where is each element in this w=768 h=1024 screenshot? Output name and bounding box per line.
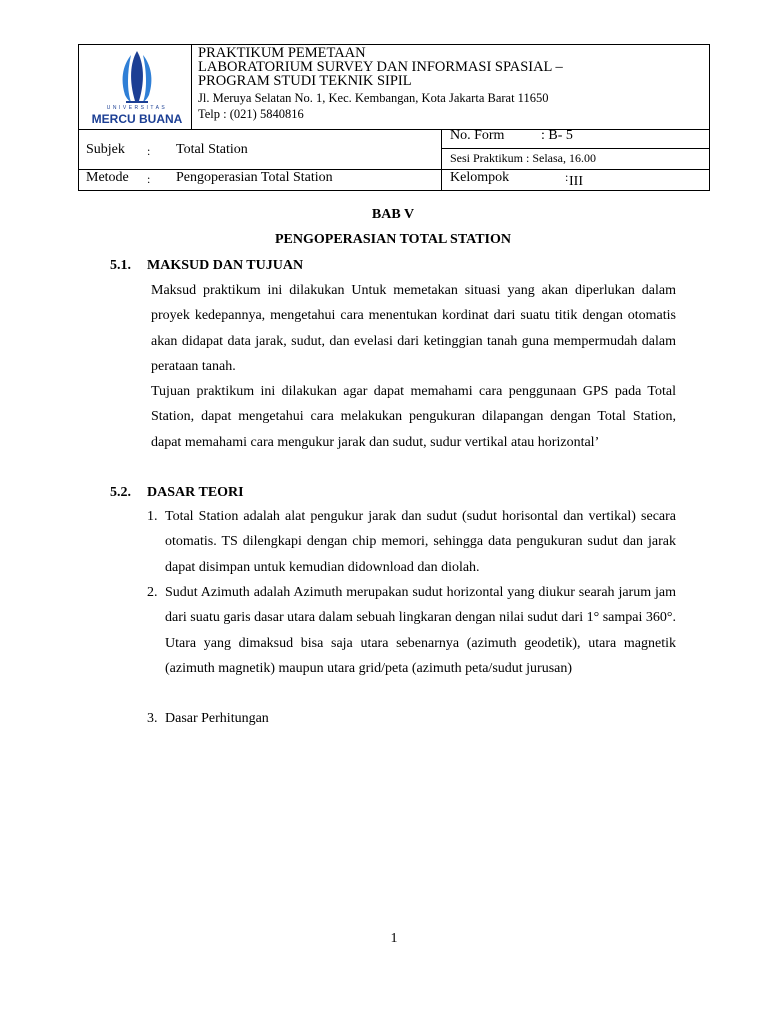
paragraph-tujuan: Tujuan praktikum ini dilakukan agar dapat memahami cara penggunaan GPS pada Total Station, dapat mengetahui cara melakukan pengukuran dilapangan dengan Total Station, dapat memahami cara mengukur jarak dan sudut, sudur vertikal atau horizontal’ — [151, 384, 676, 450]
kelompok-colon: : — [565, 170, 569, 184]
header-divider-logo — [191, 45, 192, 129]
noform-value: : B- 5 — [541, 128, 573, 143]
list-item-number: 1. — [147, 509, 158, 524]
subjek-value: Total Station — [176, 142, 248, 157]
subjek-colon: : — [147, 144, 151, 158]
section-number-5-2: 5.2. — [110, 485, 131, 500]
section-title-dasar-teori: DASAR TEORI — [147, 485, 244, 500]
noform-label: No. Form — [450, 128, 505, 143]
kelompok-value: III — [569, 174, 583, 189]
subjek-label: Subjek — [86, 142, 125, 157]
header-row-line-1 — [79, 129, 709, 130]
metode-colon: : — [147, 172, 151, 186]
logo-small-text: UNIVERSITAS — [106, 105, 168, 111]
kelompok-label: Kelompok — [450, 170, 510, 185]
paragraph-maksud: Maksud praktikum ini dilakukan Untuk memetakan situasi yang akan diperlukan dalam proyek kedepannya, mengetahui cara menentukan kordinat dari suatu titik dengan otomatis akan didapat data jarak, sudut, dan evelasi dari ketinggian tanah guna mempermudah dalam perataan tanah. — [151, 283, 676, 374]
list-item-total-station: Total Station adalah alat pengukur jarak dan sudut (sudut horisontal dan vertikal) secara otomatis. TS dilengkapi dengan chip memori, sehingga data pengukuran sudut dan jarak dapat disimpan untuk kemudian didownload dan diolah. — [165, 509, 676, 575]
sesi-praktikum: Sesi Praktikum : Selasa, 16.00 — [450, 151, 596, 165]
header-info — [198, 45, 703, 121]
header-row-line-2 — [441, 148, 709, 149]
logo-big-text: MERCU BUANA — [91, 112, 183, 126]
list-item-dasar-perhitungan: Dasar Perhitungan — [165, 711, 269, 726]
logo-flame-right — [143, 55, 151, 102]
header-line-program: PROGRAM STUDI TEKNIK SIPIL — [198, 73, 412, 89]
list-item-sudut-azimuth: Sudut Azimuth adalah Azimuth merupakan sudut horizontal yang diukur searah jarum jam dari suatu garis dasar utara dalam sebuah lingkaran dengan nilai sudut dari 1° sampai 360°. Utara yang dimaksud bisa saja utara sebenarnya (azimuth geodetik), utara magnetik (azimuth magnetik) maupun utara grid/peta (azimuth peta/sudut jurusan) — [165, 585, 676, 676]
header-line-phone: Telp : (021) 5840816 — [198, 107, 304, 121]
chapter-title: PENGOPERASIAN TOTAL STATION — [275, 232, 511, 247]
section-number-5-1: 5.1. — [110, 258, 131, 273]
logo-flame-center — [131, 51, 143, 101]
header-line-laboratorium: LABORATORIUM SURVEY DAN INFORMASI SPASIAL – — [198, 59, 563, 75]
header-divider-right — [441, 129, 442, 191]
metode-label: Metode — [86, 170, 129, 185]
header-line-praktikum: PRAKTIKUM PEMETAAN — [198, 45, 366, 61]
logo-mark-icon — [87, 49, 187, 107]
header-table — [78, 44, 710, 191]
section-title-maksud: MAKSUD DAN TUJUAN — [147, 258, 304, 273]
logo-base-bar — [126, 101, 148, 103]
chapter-number: BAB V — [371, 207, 415, 222]
header-line-address: Jl. Meruya Selatan No. 1, Kec. Kembangan, Kota Jakarta Barat 11650 — [198, 91, 549, 105]
header-row-line-3 — [79, 169, 709, 170]
page-number: 1 — [390, 931, 398, 946]
logo-flame-left — [123, 55, 131, 102]
list-item-number: 3. — [147, 711, 158, 726]
university-logo — [87, 49, 187, 129]
list-item-number: 2. — [147, 585, 158, 600]
metode-value: Pengoperasian Total Station — [176, 170, 333, 185]
